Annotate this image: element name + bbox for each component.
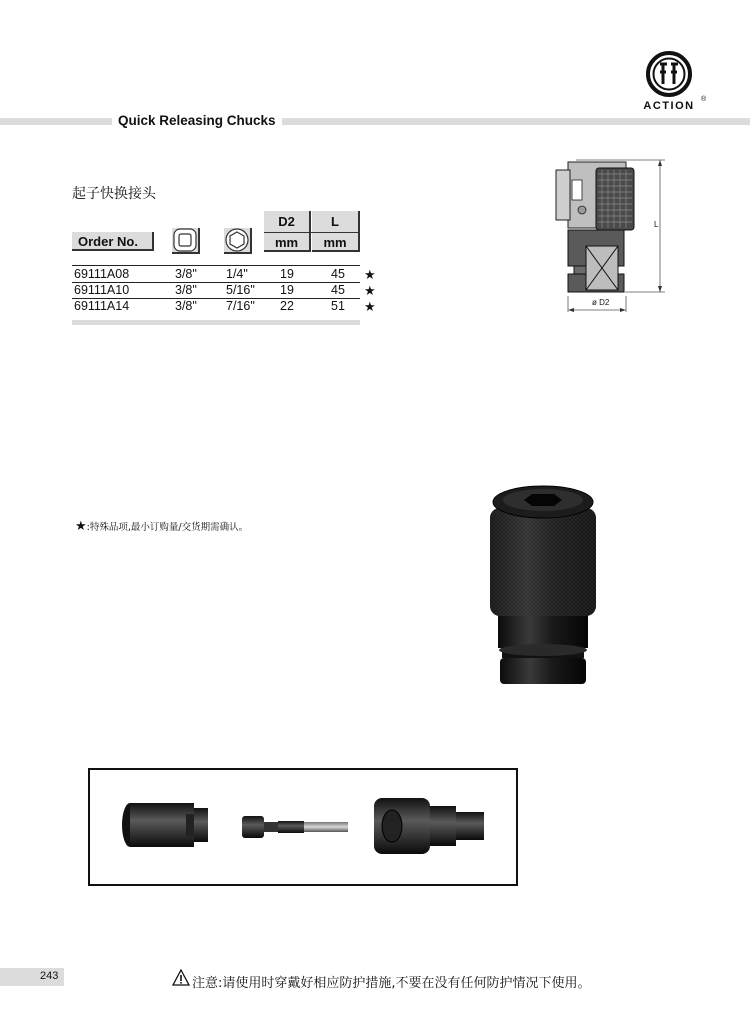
- d2-value: 19: [280, 267, 294, 281]
- square-size: 3/8": [175, 267, 197, 281]
- quick-release-chuck-image: [482, 478, 602, 690]
- technical-drawing: [550, 150, 680, 320]
- note-text: :特殊品项,最小订购量/交货期需确认。: [86, 522, 249, 533]
- row-divider: [72, 265, 360, 266]
- special-item-star: ★: [364, 299, 376, 314]
- hex-size: 5/16": [226, 283, 255, 297]
- order-number: 69111A10: [74, 283, 130, 297]
- impact-socket-image: [122, 803, 208, 847]
- accessory-box: [88, 768, 518, 886]
- d2-unit: mm: [264, 233, 311, 252]
- hex-size: 1/4": [226, 267, 248, 281]
- action-logo-icon: [637, 50, 701, 100]
- order-number-header: Order No.: [72, 232, 154, 251]
- safety-warning: 注意:请使用时穿戴好相应防护措施,不要在没有任何防护情况下使用。: [192, 976, 591, 991]
- dimension-l-label: L: [654, 220, 659, 229]
- page-number: 243: [40, 970, 59, 982]
- table-bottom-bar: [72, 320, 360, 325]
- hex-size: 7/16": [226, 299, 255, 313]
- chuck-cross-section-drawing: [550, 150, 680, 320]
- brand-name: ACTION: [643, 100, 695, 112]
- special-item-note: [75, 519, 248, 534]
- order-number: 69111A08: [74, 267, 130, 281]
- l-unit: mm: [312, 233, 360, 252]
- dimension-d2-label: ø D2: [592, 298, 610, 307]
- square-size: 3/8": [175, 283, 197, 297]
- accessory-images: [90, 770, 516, 884]
- d2-header: D2: [264, 211, 311, 232]
- d2-value: 19: [280, 283, 294, 297]
- product-title: 起子快换接头: [72, 186, 156, 202]
- square-drive-icon: [172, 228, 198, 252]
- l-value: 45: [331, 283, 345, 297]
- hex-shank-adapter-image: [242, 816, 348, 838]
- order-number: 69111A14: [74, 299, 130, 313]
- l-value: 45: [331, 267, 345, 281]
- l-value: 51: [331, 299, 345, 313]
- d2-value: 22: [280, 299, 294, 313]
- note-star: ★: [75, 519, 87, 534]
- warning-icon: [172, 969, 190, 987]
- hex-drive-icon: [224, 228, 250, 252]
- product-photo: [482, 478, 602, 690]
- registered-mark: ®: [701, 96, 707, 103]
- special-item-star: ★: [364, 267, 376, 282]
- square-size: 3/8": [175, 299, 197, 313]
- hex-drive-header: [224, 228, 252, 254]
- quick-chuck-image: [374, 798, 484, 854]
- l-header: L: [312, 211, 360, 232]
- special-item-star: ★: [364, 283, 376, 298]
- square-drive-header: [172, 228, 200, 254]
- section-title: Quick Releasing Chucks: [112, 112, 282, 130]
- brand-logo: [637, 50, 709, 116]
